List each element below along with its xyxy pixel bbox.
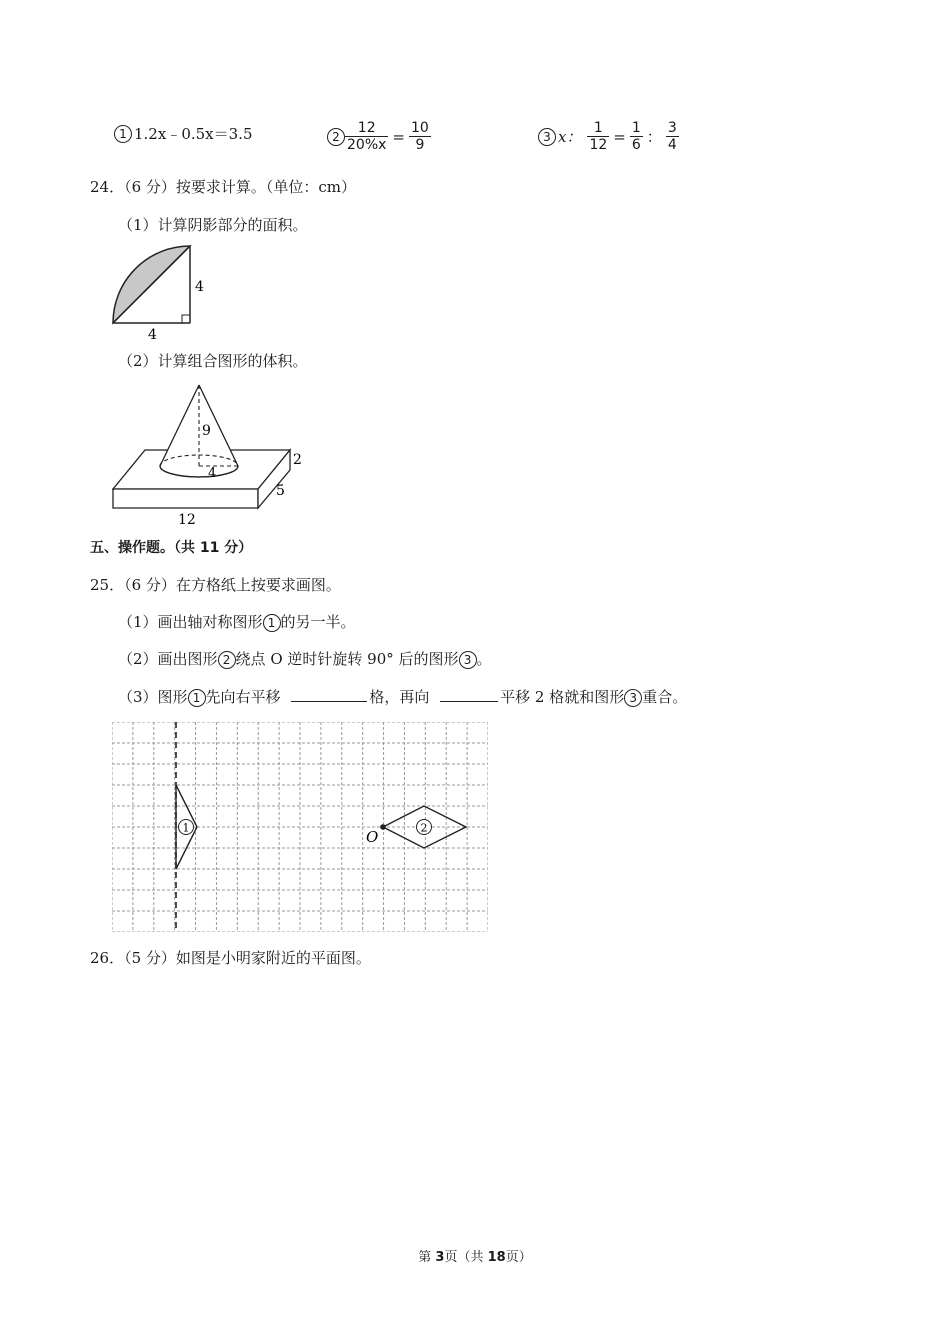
fraction: $\frac{3}{4}$: [667, 120, 677, 153]
fraction: $\frac{10}{9}$: [410, 120, 429, 153]
side-label: 4: [195, 279, 204, 295]
page-footer: 第 3页（共 18页）: [418, 1250, 532, 1265]
circle-marker: 1: [263, 614, 281, 632]
circle-marker: 1: [114, 125, 132, 143]
point-o-label: O: [366, 828, 379, 846]
circle-marker: 3: [459, 651, 477, 669]
cone-height-label: 9: [202, 423, 211, 439]
right-angle-mark: [182, 315, 190, 323]
cone-body: [160, 385, 238, 466]
combined-solid-figure: [100, 378, 320, 530]
q25-part2: （2）画出图形 2 绕点 O 逆时针旋转 90° 后的图形 3 。: [118, 650, 492, 668]
grid-paper-figure: [112, 722, 488, 932]
fraction: $\frac{1}{6}$: [631, 120, 641, 153]
circle-marker: 3: [538, 128, 556, 146]
circle-marker: 2: [327, 128, 345, 146]
q26-title: 26．（5 分）如图是小明家附近的平面图。: [90, 949, 371, 967]
equation-1-text: 1.2x﹣0.5x＝3.5: [134, 125, 253, 143]
point-o: [380, 824, 386, 830]
q24-title: 24．（6 分）按要求计算。（单位：cm）: [90, 178, 357, 196]
shape-1-label: 1: [182, 821, 190, 835]
shape-2-label: 2: [420, 821, 428, 835]
equation-1: [114, 124, 252, 144]
prism-length-label: 12: [178, 512, 196, 528]
answer-blank-2[interactable]: [440, 687, 498, 702]
q25-title: 25．（6 分）在方格纸上按要求画图。: [90, 576, 341, 594]
fraction: $\frac{1}{12}$: [589, 120, 608, 153]
q24-part1: （1）计算阴影部分的面积。: [118, 216, 308, 234]
page-number: 3: [435, 1250, 445, 1265]
equation-2: 2 $\frac{12}{20\%x}$ = $\frac{10}{9}$: [327, 120, 431, 153]
prism-depth-label: 5: [276, 483, 285, 499]
section-5-title: 五、操作题。（共 11 分）: [90, 540, 253, 556]
circle-marker: 3: [624, 689, 642, 707]
q25-part3: （3）图形 1 先向右平移 格，再向 平移 2 格就和图形 3 重合。: [118, 688, 688, 706]
circle-marker: 2: [218, 651, 236, 669]
q24-part2: （2）计算组合图形的体积。: [118, 352, 308, 370]
circle-marker: 1: [188, 689, 206, 707]
shaded-area-figure: [100, 240, 220, 345]
prism-front-face: [113, 489, 258, 508]
page-total: 18: [487, 1250, 506, 1265]
equation-3: 3 x： $\frac{1}{12}$ = $\frac{1}{6}$ ： $\frac{3}{4}$: [538, 120, 679, 153]
fraction: $\frac{12}{20\%x}$: [347, 120, 387, 153]
answer-blank-1[interactable]: [291, 687, 367, 702]
prism-thickness-label: 2: [293, 452, 302, 468]
cone-radius-label: 4: [208, 466, 217, 481]
base-label: 4: [148, 327, 157, 343]
q25-part1: （1）画出轴对称图形 1 的另一半。: [118, 613, 356, 631]
